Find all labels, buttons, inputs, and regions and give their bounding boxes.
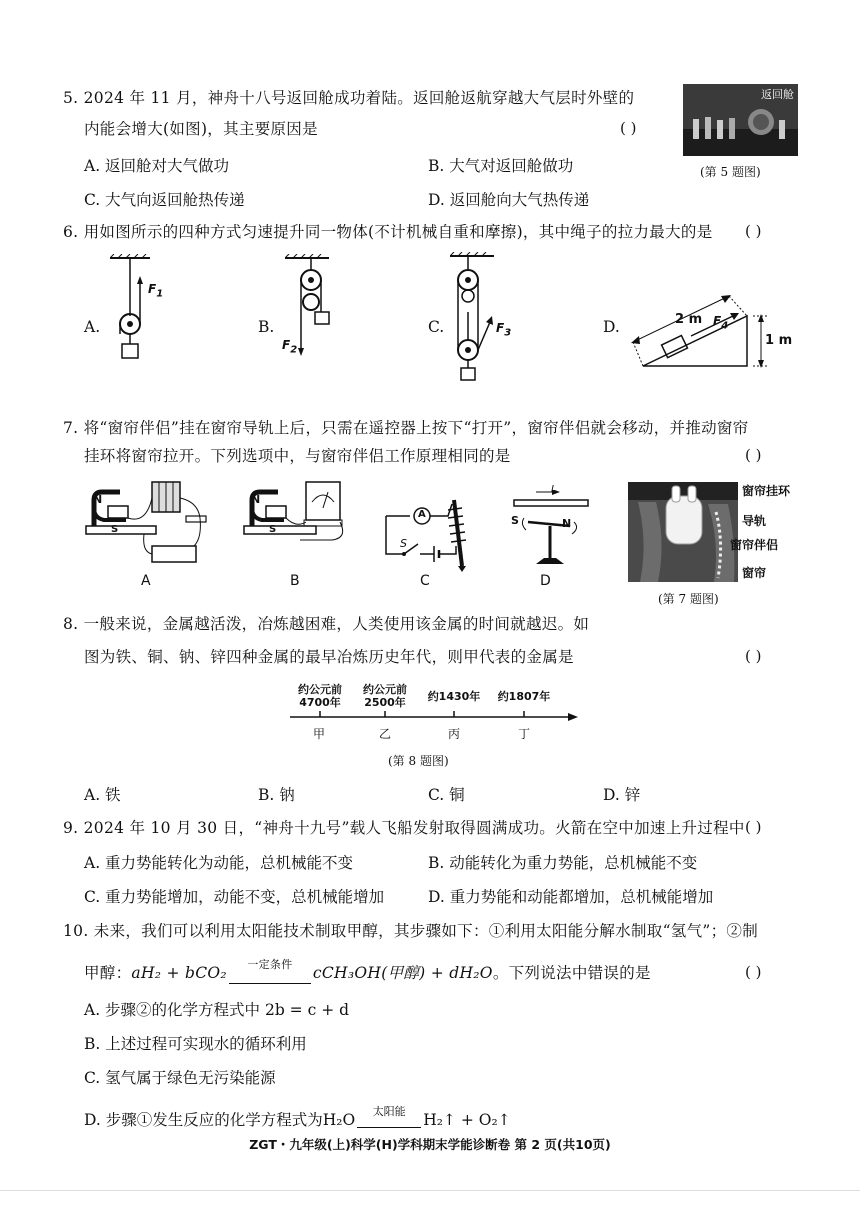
q6-answer-blank[interactable]: ( )	[745, 222, 762, 240]
q7-option-c[interactable]: C	[420, 573, 430, 589]
q7-b-south-label: S	[269, 524, 277, 535]
q8-metal-ding: 丁	[518, 727, 531, 741]
q7-fig-b-generator-circuit	[240, 478, 350, 570]
q5-option-a[interactable]: A. 返回舱对大气做功	[84, 157, 230, 175]
q10-reaction-arrow: 一定条件	[229, 961, 311, 984]
q10-answer-blank[interactable]: ( )	[745, 963, 762, 981]
q7-option-d[interactable]: D	[540, 573, 551, 589]
q7-photo-label-ring: 窗帘挂环	[742, 484, 791, 498]
q5-option-d[interactable]: D. 返回舱向大气热传递	[428, 191, 590, 209]
q7-line1: 7. 将“窗帘伴侣”挂在窗帘导轨上后，只需在遥控器上按下“打开”，窗帘伴侣就会移动，并推动窗帘	[63, 419, 749, 437]
q8-line1: 8. 一般来说，金属越活泼，冶炼越困难，人类使用该金属的时间就越迟。如	[63, 615, 590, 633]
q10-line1: 10. 未来，我们可以利用太阳能技术制取甲醇，其步骤如下：①利用太阳能分解水制取“氢气”；②制	[63, 922, 759, 940]
q7-photo-label-companion: 窗帘伴侣	[730, 538, 779, 552]
q8-metal-bing: 丙	[448, 727, 461, 741]
q6-force-f1-label: $F_1$	[148, 282, 164, 300]
q5-answer-blank[interactable]: ( )	[620, 119, 637, 137]
q9-option-d[interactable]: D. 重力势能和动能都增加，总机械能增加	[428, 888, 714, 906]
q5-photo-label: 返回舱	[761, 88, 794, 101]
q9-option-b[interactable]: B. 动能转化为重力势能，总机械能不变	[428, 854, 698, 872]
q8-timeline-label-4: 约1807年	[497, 690, 551, 703]
q8-timeline-label-2: 约公元前 2500年	[363, 683, 407, 709]
q8-caption: (第 8 题图)	[388, 754, 449, 768]
q6-force-f3-label: $F_3$	[496, 321, 512, 339]
q8-answer-blank[interactable]: ( )	[745, 647, 762, 665]
q7-curtain-photo	[628, 482, 738, 582]
q7-a-north-label: N	[93, 493, 103, 506]
q10-option-b[interactable]: B. 上述过程可实现水的循环利用	[84, 1035, 307, 1053]
q8-option-c[interactable]: C. 铜	[428, 786, 465, 804]
q8-option-a[interactable]: A. 铁	[84, 786, 121, 804]
q8-timeline-label-1: 约公元前 4700年	[298, 683, 342, 709]
q7-photo-label-rail: 导轨	[742, 514, 767, 528]
q7-fig-d-oersted-experiment	[506, 490, 596, 572]
q6-fig-c-pulley-block	[450, 252, 510, 382]
q6-fig-a-fixed-pulley	[110, 254, 170, 364]
q6-option-d[interactable]: D.	[603, 318, 620, 336]
q8-option-d[interactable]: D. 锌	[603, 786, 641, 804]
q8-metal-jia: 甲	[313, 727, 326, 741]
q6-option-b[interactable]: B.	[258, 318, 275, 336]
q6-force-f2-label: $F_2$	[282, 338, 298, 356]
q6-option-a[interactable]: A.	[84, 318, 101, 336]
q6-ramp-length: 2 m	[675, 312, 703, 327]
q5-option-b[interactable]: B. 大气对返回舱做功	[428, 157, 574, 175]
q7-fig-a-motor-circuit	[82, 478, 212, 570]
q5-line2: 内能会增大(如图)，其主要原因是	[84, 120, 318, 138]
q5-line1: 5. 2024 年 11 月，神舟十八号返回舱成功着陆。返回舱返航穿越大气层时外壁的	[63, 89, 635, 107]
q7-caption: (第 7 题图)	[658, 592, 719, 606]
q7-line2: 挂环将窗帘拉开。下列选项中，与窗帘伴侣工作原理相同的是	[84, 447, 511, 465]
q7-b-north-label: N	[251, 493, 261, 506]
q7-option-b[interactable]: B	[290, 573, 300, 589]
q7-current-label: I	[551, 484, 554, 495]
q7-switch-label: S	[400, 537, 407, 550]
q8-line2: 图为铁、铜、钠、锌四种金属的最早冶炼历史年代，则甲代表的金属是	[84, 648, 574, 666]
q5-caption: (第 5 题图)	[700, 165, 761, 179]
q10-optd-reaction-arrow: 太阳能	[357, 1109, 421, 1128]
q6-line1: 6. 用如图所示的四种方式匀速提升同一物体(不计机械自重和摩擦)，其中绳子的拉力最大的是	[63, 223, 713, 241]
q10-option-a[interactable]: A. 步骤②的化学方程式中 2b = c + d	[84, 1001, 350, 1019]
q6-force-f4-label: $F_4$	[713, 314, 729, 332]
q6-option-c[interactable]: C.	[428, 318, 445, 336]
q6-ramp-height: 1 m	[765, 333, 793, 348]
bottom-divider	[0, 1190, 860, 1191]
q8-metal-yi: 乙	[379, 727, 392, 741]
q8-timeline-axis	[290, 708, 580, 728]
q10-line2: 甲醇：aH₂ + bCO₂ $^{一定条件}$ cCH₃OH(甲醇) + dH₂O。下列说法中错误的是	[84, 958, 651, 982]
q5-capsule-photo	[683, 84, 798, 156]
q7-answer-blank[interactable]: ( )	[745, 446, 762, 464]
q7-option-a[interactable]: A	[141, 573, 151, 589]
q9-line1: 9. 2024 年 10 月 30 日，“神舟十九号”载人飞船发射取得圆满成功。火箭在空中加速上升过程中	[63, 819, 745, 837]
q5-option-c[interactable]: C. 大气向返回舱热传递	[84, 191, 245, 209]
q8-option-b[interactable]: B. 钠	[258, 786, 295, 804]
q7-ammeter-label: A	[418, 509, 426, 520]
q9-option-a[interactable]: A. 重力势能转化为动能，总机械能不变	[84, 854, 354, 872]
q9-answer-blank[interactable]: ( )	[745, 818, 762, 836]
q10-option-c[interactable]: C. 氢气属于绿色无污染能源	[84, 1069, 276, 1087]
q9-option-c[interactable]: C. 重力势能增加，动能不变，总机械能增加	[84, 888, 385, 906]
q7-d-north-label: N	[562, 517, 572, 530]
q8-timeline-label-3: 约1430年	[427, 690, 481, 703]
q10-option-d[interactable]: D. 步骤①发生反应的化学方程式为H₂O $^{太阳能}$ H₂↑ + O₂↑	[84, 1105, 511, 1129]
q7-d-south-label: S	[511, 514, 519, 527]
page-footer: ZGT・九年级(上)科学(H)学科期末学能诊断卷 第 2 页(共10页)	[249, 1137, 611, 1152]
q7-fig-c-electromagnet-circuit	[382, 496, 482, 572]
q6-fig-d-inclined-plane	[625, 278, 785, 373]
q7-a-south-label: S	[111, 524, 119, 535]
curtain-photo-image	[628, 482, 738, 582]
q7-photo-label-curtain: 窗帘	[742, 566, 767, 580]
